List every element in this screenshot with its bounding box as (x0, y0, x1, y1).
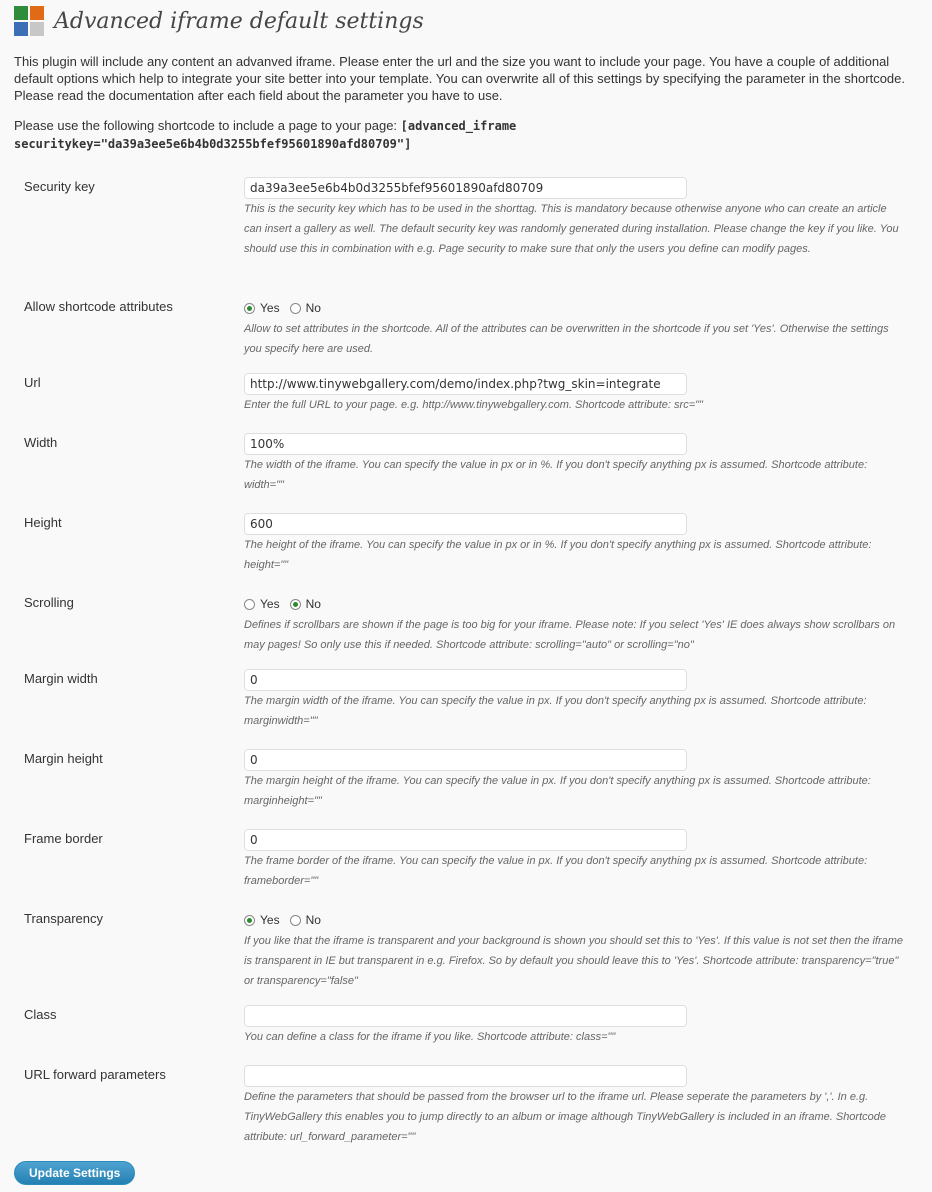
height-input[interactable] (244, 513, 687, 535)
allow-shortcode-no-label: No (305, 301, 321, 315)
scrolling-no-label: No (305, 597, 321, 611)
url-forward-label: URL forward parameters (24, 1067, 166, 1082)
url-forward-desc: Define the parameters that should be passed from the browser url to the iframe url. Please seperate the parameters by ','. In e.g. TinyWebGallery this enables you to jump directly to an album or image although TinyWebGallery is included in an iframe. Shortcode attribute: url_forward_parameter="" (244, 1091, 886, 1143)
plugin-logo-icon (14, 6, 44, 36)
class-label: Class (24, 1007, 57, 1022)
margin-height-desc: The margin height of the iframe. You can specify the value in px. If you don't specify anything px is assumed. Shortcode attribute: marginheight="" (244, 775, 871, 807)
scrolling-label: Scrolling (24, 595, 74, 610)
allow-shortcode-yes-label: Yes (260, 301, 280, 315)
margin-width-desc: The margin width of the iframe. You can specify the value in px. If you don't specify anything px is assumed. Shortcode attribute: marginwidth="" (244, 695, 867, 727)
transparency-desc: If you like that the iframe is transparent and your background is shown you should set this to 'Yes'. If this value is not set then the iframe is transparent in IE but transparent in e.g. Firefox. So by default you should leave this to 'Yes'. Shortcode attribute: transparency="true" or transparency="false" (244, 935, 904, 987)
allow-shortcode-desc: Allow to set attributes in the shortcode. All of the attributes can be overwritten in the shortcode if you set 'Yes'. Otherwise the settings you specify here are used. (244, 323, 889, 355)
radio-selected-icon (244, 303, 255, 314)
scrolling-desc: Defines if scrollbars are shown if the page is too big for your iframe. Please note: If you select 'Yes' IE does always show scrollbars on may pages! So only use this if needed. Shortcode attribute: scrolling="auto" or scrolling="no" (244, 619, 896, 651)
transparency-label: Transparency (24, 911, 103, 926)
url-desc: Enter the full URL to your page. e.g. http://www.tinywebgallery.com. Shortcode attribute: src="" (244, 399, 703, 411)
scrolling-yes-radio[interactable] (244, 597, 280, 611)
security-key-label: Security key (24, 179, 95, 194)
allow-shortcode-label: Allow shortcode attributes (24, 299, 173, 314)
transparency-no-radio[interactable] (290, 913, 321, 927)
frame-border-desc: The frame border of the iframe. You can specify the value in px. If you don't specify anything px is assumed. Shortcode attribute: frameborder="" (244, 855, 868, 887)
url-label: Url (24, 375, 41, 390)
scrolling-radio-group (244, 593, 904, 615)
page-title: Advanced iframe default settings (54, 8, 424, 34)
transparency-radio-group (244, 909, 904, 931)
radio-empty-icon (290, 915, 301, 926)
margin-width-input[interactable] (244, 669, 687, 691)
radio-empty-icon (290, 303, 301, 314)
radio-selected-icon (244, 915, 255, 926)
class-desc: You can define a class for the iframe if you like. Shortcode attribute: class="" (244, 1031, 616, 1043)
height-label: Height (24, 515, 62, 530)
update-settings-button[interactable]: Update Settings (14, 1161, 135, 1185)
margin-width-label: Margin width (24, 671, 98, 686)
scrolling-no-radio[interactable] (290, 597, 321, 611)
width-input[interactable] (244, 433, 687, 455)
allow-shortcode-no-radio[interactable] (290, 301, 321, 315)
height-desc: The height of the iframe. You can specify the value in px or in %. If you don't specify anything px is assumed. Shortcode attribute: height="" (244, 539, 872, 571)
width-label: Width (24, 435, 58, 450)
url-forward-input[interactable] (244, 1065, 687, 1087)
radio-empty-icon (244, 599, 255, 610)
frame-border-input[interactable] (244, 829, 687, 851)
allow-shortcode-radio-group (244, 297, 904, 319)
allow-shortcode-yes-radio[interactable] (244, 301, 280, 315)
security-key-input[interactable] (244, 177, 687, 199)
radio-selected-icon (290, 599, 301, 610)
margin-height-label: Margin height (24, 751, 103, 766)
page-header (14, 4, 424, 38)
class-input[interactable] (244, 1005, 687, 1027)
shortcode-prefix: Please use the following shortcode to include a page to your page: (14, 118, 398, 133)
transparency-no-label: No (305, 913, 321, 927)
scrolling-yes-label: Yes (260, 597, 280, 611)
shortcode-note (14, 117, 918, 153)
transparency-yes-radio[interactable] (244, 913, 280, 927)
frame-border-label: Frame border (24, 831, 103, 846)
width-desc: The width of the iframe. You can specify the value in px or in %. If you don't specify anything px is assumed. Shortcode attribute: width="" (244, 459, 868, 491)
transparency-yes-label: Yes (260, 913, 280, 927)
intro-text: This plugin will include any content an advanved iframe. Please enter the url and the size you want to include your page. You have a couple of additional default options which help to integrate your site better into your template. You can overwrite all of this settings by specifying the parameter in the shortcode. Please read the documentation after each field about the parameter you have to use. (14, 54, 906, 103)
security-key-desc: This is the security key which has to be used in the shorttag. This is mandatory because otherwise anyone who can create an article can insert a gallery as well. The default security key was randomly generated during installation. Please change the key if you like. You should use this in combination with e.g. Page security to make sure that only the users you define can modify pages. (244, 203, 899, 255)
url-input[interactable] (244, 373, 687, 395)
margin-height-input[interactable] (244, 749, 687, 771)
shortcode-value: [advanced_iframe securitykey="da39a3ee5e6b4b0d3255bfef95601890afd80709"] (14, 119, 517, 151)
